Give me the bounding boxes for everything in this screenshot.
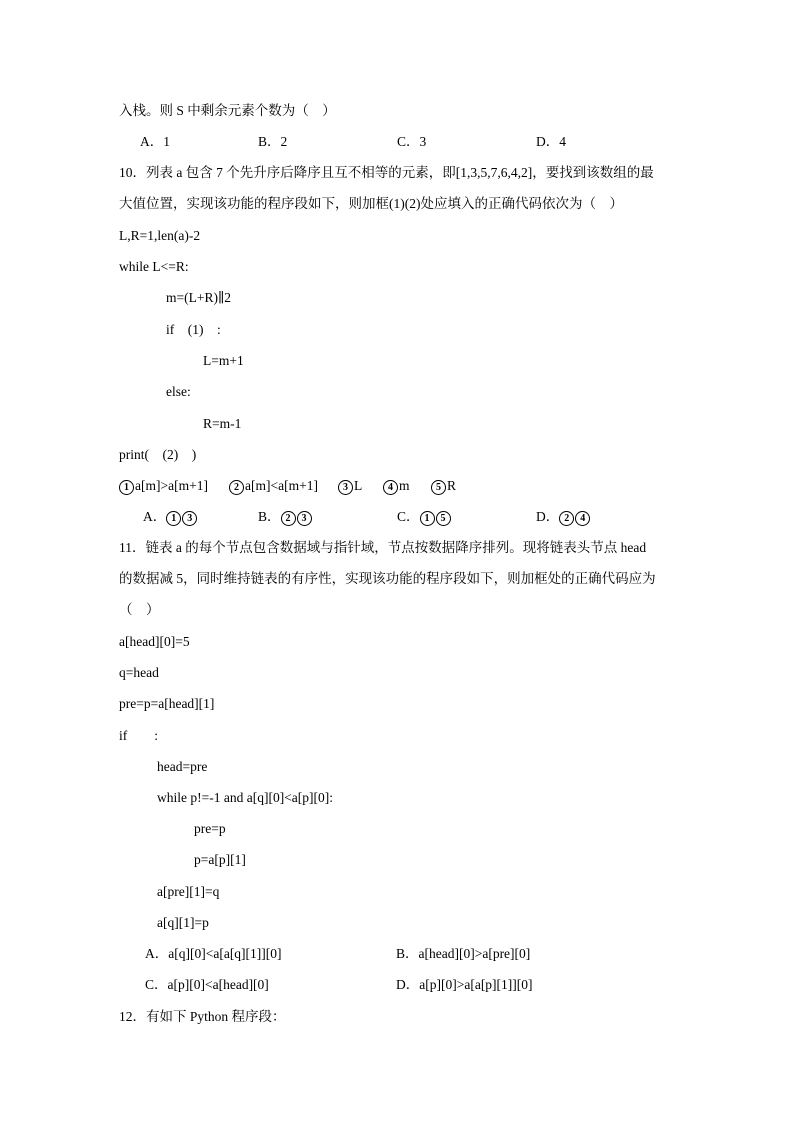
q9-option-d: D．4 (536, 134, 566, 149)
q11-stem-line3: （ ） (119, 602, 160, 617)
q10-code-line: L,R=1,len(a)-2 (119, 228, 201, 243)
q10-code-line: print( (2) ) (119, 447, 197, 462)
q11-code-line: while p!=-1 and a[q][0]<a[p][0]: (157, 790, 334, 805)
q11-option-b: B．a[head][0]>a[pre][0] (396, 946, 531, 961)
q10-code-line: while L<=R: (119, 259, 189, 274)
q10-option-d: D． 2 4 (536, 507, 591, 527)
q10-choice-1: 1 a[m]>a[m+1] (119, 476, 208, 496)
q9-option-c: C．3 (397, 134, 427, 149)
q11-option-a: A．a[q][0]<a[a[q][1]][0] (145, 946, 282, 961)
circled-number-icon: 4 (383, 480, 398, 495)
circled-number-icon: 2 (229, 480, 244, 495)
q11-code-line: if : (119, 728, 158, 743)
q10-choice-3: 3 L (338, 476, 362, 496)
q11-option-c: C．a[p][0]<a[head][0] (145, 977, 269, 992)
q11-code-line: p=a[p][1] (194, 852, 246, 867)
circled-number-icon: 5 (436, 511, 451, 526)
q11-code-line: head=pre (157, 759, 208, 774)
q10-code-line: L=m+1 (203, 353, 244, 368)
q10-stem-line2: 大值位置，实现该功能的程序段如下，则加框(1)(2)处应填入的正确代码依次为（ ） (119, 196, 623, 211)
q10-option-a: A． 1 3 (143, 507, 198, 527)
circled-number-icon: 3 (338, 480, 353, 495)
q10-code-line: else: (166, 384, 191, 399)
q11-code-line: a[pre][1]=q (157, 884, 220, 899)
circled-number-icon: 1 (166, 511, 181, 526)
q11-code-line: pre=p=a[head][1] (119, 696, 215, 711)
circled-number-icon: 3 (297, 511, 312, 526)
q11-stem-line1: 11．链表 a 的每个节点包含数据域与指针域，节点按数据降序排列。现将链表头节点 head (119, 540, 647, 555)
q11-option-d: D．a[p][0]>a[a[p][1]][0] (396, 977, 533, 992)
circled-number-icon: 1 (119, 480, 134, 495)
q10-option-b: B． 2 3 (258, 507, 313, 527)
circled-number-icon: 2 (281, 511, 296, 526)
q9-option-b: B．2 (258, 134, 288, 149)
q10-choice-5: 5 R (431, 476, 456, 496)
circled-number-icon: 3 (182, 511, 197, 526)
q12-stem: 12．有如下 Python 程序段： (119, 1009, 286, 1024)
q11-code-line: pre=p (194, 821, 226, 836)
circled-number-icon: 4 (575, 511, 590, 526)
q9-option-a: A．1 (140, 134, 170, 149)
q10-code-line: m=(L+R)∥2 (166, 290, 231, 305)
q10-choice-2: 2 a[m]<a[m+1] (229, 476, 318, 496)
q10-choice-4: 4 m (383, 476, 410, 496)
q10-stem-line1: 10．列表 a 包含 7 个先升序后降序且互不相等的元素，即[1,3,5,7,6,4,2]，要找到该数组的最 (119, 165, 654, 180)
q11-code-line: q=head (119, 665, 159, 680)
q9-stem-tail: 入栈。则 S 中剩余元素个数为（ ） (119, 103, 336, 118)
circled-number-icon: 1 (420, 511, 435, 526)
circled-number-icon: 2 (559, 511, 574, 526)
q11-code-line: a[q][1]=p (157, 915, 209, 930)
circled-number-icon: 5 (431, 480, 446, 495)
q11-code-line: a[head][0]=5 (119, 634, 190, 649)
q10-code-line: R=m-1 (203, 416, 242, 431)
q11-stem-line2: 的数据减 5，同时维持链表的有序性，实现该功能的程序段如下，则加框处的正确代码应为 (119, 571, 656, 586)
q10-code-line: if (1) : (166, 322, 221, 337)
q10-option-c: C． 1 5 (397, 507, 452, 527)
